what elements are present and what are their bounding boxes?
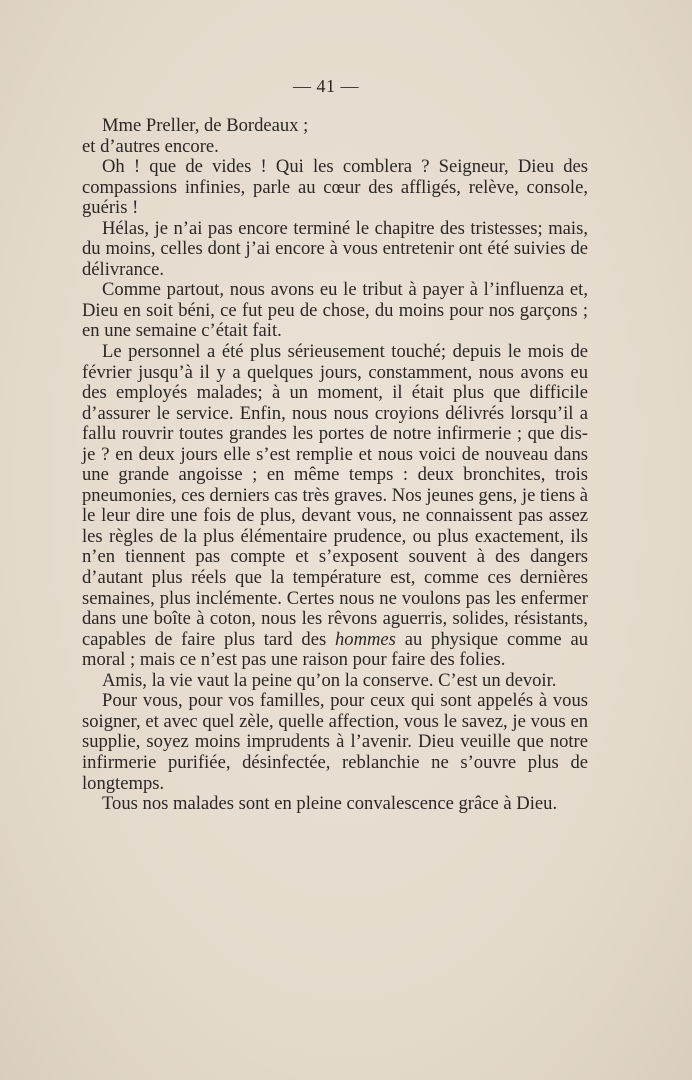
paragraph-7: Amis, la vie vaut la peine qu’on la conserve. C’est un devoir. [102, 669, 557, 691]
paragraph-4: Hélas, je n’ai pas encore terminé le chapitre des tristesses; mais, du moins, celles dont j’ai encore à vous entretenir ont été suivies de délivrance. [82, 217, 588, 280]
paragraph-2: et d’autres encore. [82, 135, 219, 157]
page-number: — 41 — [293, 76, 359, 96]
paragraph-9: Tous nos malades sont en pleine convalescence grâce à Dieu. [102, 793, 558, 815]
paragraph-3: Oh ! que de vides ! Qui les comblera ? Seigneur, Dieu des compassions infinies, parle au cœur des affligés, relève, console, guéris ! [82, 156, 588, 219]
paragraph-1: Mme Preller, de Bordeaux ; [102, 115, 309, 136]
paragraph-6-after: au physique comme au moral ; mais ce n’est pas une raison pour faire des folies. [82, 628, 588, 671]
paragraph-5: Comme partout, nous avons eu le tribut à payer à l’influenza et, Dieu en soit béni, ce fut peu de chose, du moins pour nos garçons ; en une semaine c’était fait. [82, 279, 588, 342]
paragraph-6 [82, 342, 588, 671]
paragraph-6-italic: hommes [334, 628, 396, 650]
body-text [82, 116, 588, 815]
paragraph-6-text: Le personnel a été plus sérieusement touché; depuis le mois de février jusqu’à il y a quelques jours, constamment, nous avons eu des employés malades; à un moment, il était plus que difficile d’assurer le service. Enfin, nous nous croyions délivrés lorsqu’il a fallu rouvrir toutes grandes les portes de notre infirmerie ; que dis-je ? en deux jours elle s’est remplie et nous voici de nouveau dans une grande angoisse ; en même temps : deux bronchites, trois pneumonies, ces derniers cas très graves. Nos jeunes gens, je tiens à le leur dire une fois de plus, devant vous, ne connaissent pas assez les règles de la plus élémentaire prudence, ou plus exactement, ils n’en tiennent pas compte et s’exposent souvent à des dangers d’autant plus réels que la température est, comme ces dernières semaines, plus inclémente. Certes nous ne voulons pas les enfermer dans une boîte à coton, nous les rêvons aguerris, solides, résistants, capables de faire plus tard des [82, 341, 589, 650]
paragraph-8: Pour vous, pour vos familles, pour ceux qui sont appelés à vous soigner, et avec quel zèle, quelle affection, vous le savez, je vous en supplie, soyez moins imprudents à l’avenir. Dieu veuille que notre infirmerie purifiée, désinfectée, reblanchie ne s’ouvre plus de longtemps. [82, 690, 588, 794]
